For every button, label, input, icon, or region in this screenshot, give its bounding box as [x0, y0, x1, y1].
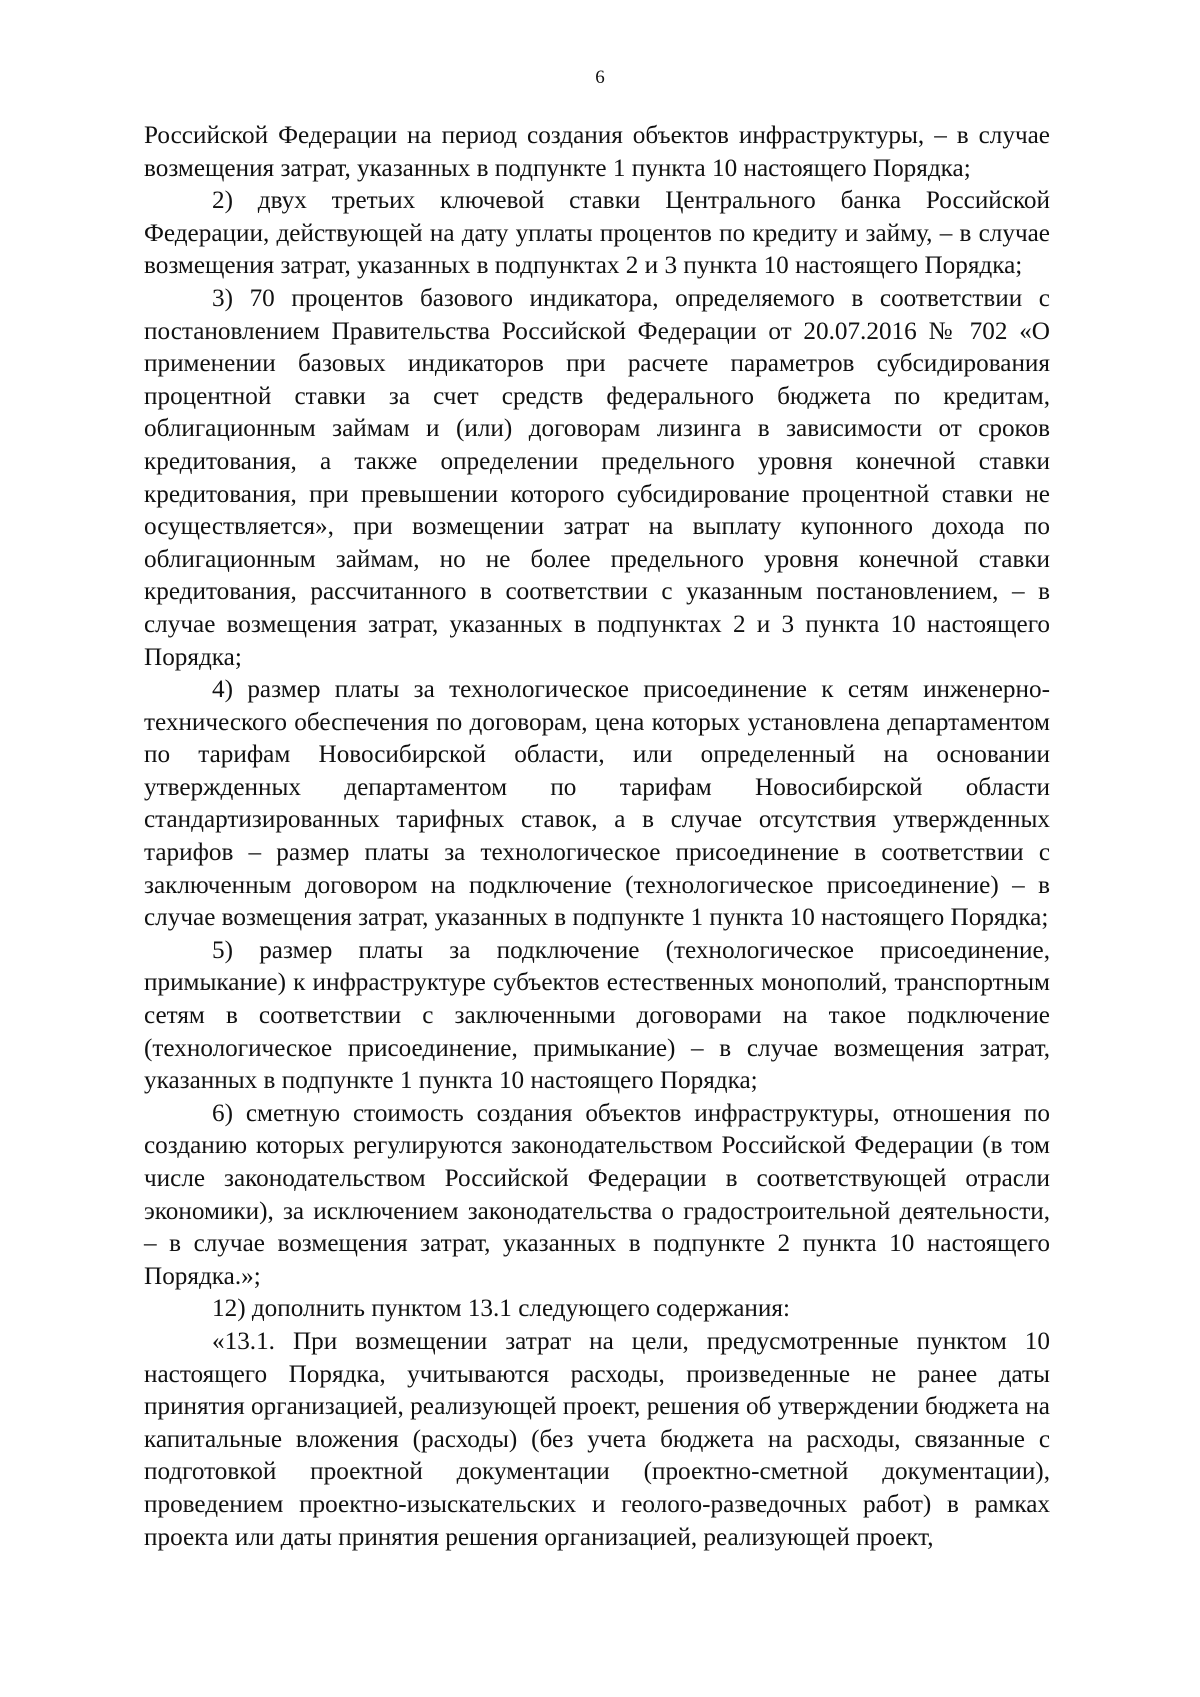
- paragraph-clause-13-1: «13.1. При возмещении затрат на цели, предусмотренные пунктом 10 настоящего Порядка, учитываются расходы, произведенные не ранее даты принятия организацией, реализующей проект, решения об утверждении бюджета на капитальные вложения (расходы) (без учета бюджета на расходы, связанные с подготовкой проектной документации (проектно-сметной документации), проведением проектно-изыскательских и геолого-разведочных работ) в рамках проекта или даты принятия решения организацией, реализующей проект,: [144, 1327, 1050, 1551]
- paragraph-item-6: 6) сметную стоимость создания объектов инфраструктуры, отношения по созданию которых регулируются законодательством Российской Федерации (в том числе законодательством Российской Федерации в соответствующей отрасли экономики), за исключением законодательства о градостроительной деятельности, – в случае возмещения затрат, указанных в подпункте 2 пункта 10 настоящего Порядка.»;: [144, 1099, 1050, 1290]
- paragraph-amendment-12: 12) дополнить пунктом 13.1 следующего содержания:: [212, 1295, 790, 1323]
- paragraph-item-2: 2) двух третьих ключевой ставки Центрального банка Российской Федерации, действующей на дату уплаты процентов по кредиту и займу, – в случае возмещения затрат, указанных в подпунктах 2 и 3 пункта 10 настоящего Порядка;: [144, 187, 1050, 280]
- page-number: 6: [595, 67, 605, 88]
- paragraph-item-5: 5) размер платы за подключение (технологическое присоединение, примыкание) к инфраструктуре субъектов естественных монополий, транспортным сетям в соответствии с заключенными договорами на такое подключение (технологическое присоединение, примыкание) – в случае возмещения затрат, указанных в подпункте 1 пункта 10 настоящего Порядка;: [144, 936, 1050, 1095]
- document-body: [144, 120, 1050, 1554]
- paragraph-continuation: Российской Федерации на период создания объектов инфраструктуры, – в случае возмещения затрат, указанных в подпункте 1 пункта 10 настоящего Порядка;: [144, 122, 1050, 182]
- paragraph-item-3: 3) 70 процентов базового индикатора, определяемого в соответствии с постановлением Правительства Российской Федерации от 20.07.2016 № 702 «О применении базовых индикаторов при расчете параметров субсидирования процентной ставки за счет средств федерального бюджета по кредитам, облигационным займам и (или) договорам лизинга в зависимости от сроков кредитования, а также определении предельного уровня конечной ставки кредитования, при превышении которого субсидирование процентной ставки не осуществляется», при возмещении затрат на выплату купонного дохода по облигационным займам, но не более предельного уровня конечной ставки кредитования, рассчитанного в соответствии с указанным постановлением, – в случае возмещения затрат, указанных в подпунктах 2 и 3 пункта 10 настоящего Порядка;: [144, 284, 1050, 671]
- paragraph-item-4: 4) размер платы за технологическое присоединение к сетям инженерно-технического обеспечения по договорам, цена которых установлена департаментом по тарифам Новосибирской области, или определенный на основании утвержденных департаментом по тарифам Новосибирской области стандартизированных тарифных ставок, а в случае отсутствия утвержденных тарифов – размер платы за технологическое присоединение в соответствии с заключенным договором на подключение (технологическое присоединение) – в случае возмещения затрат, указанных в подпункте 1 пункта 10 настоящего Порядка;: [144, 676, 1050, 932]
